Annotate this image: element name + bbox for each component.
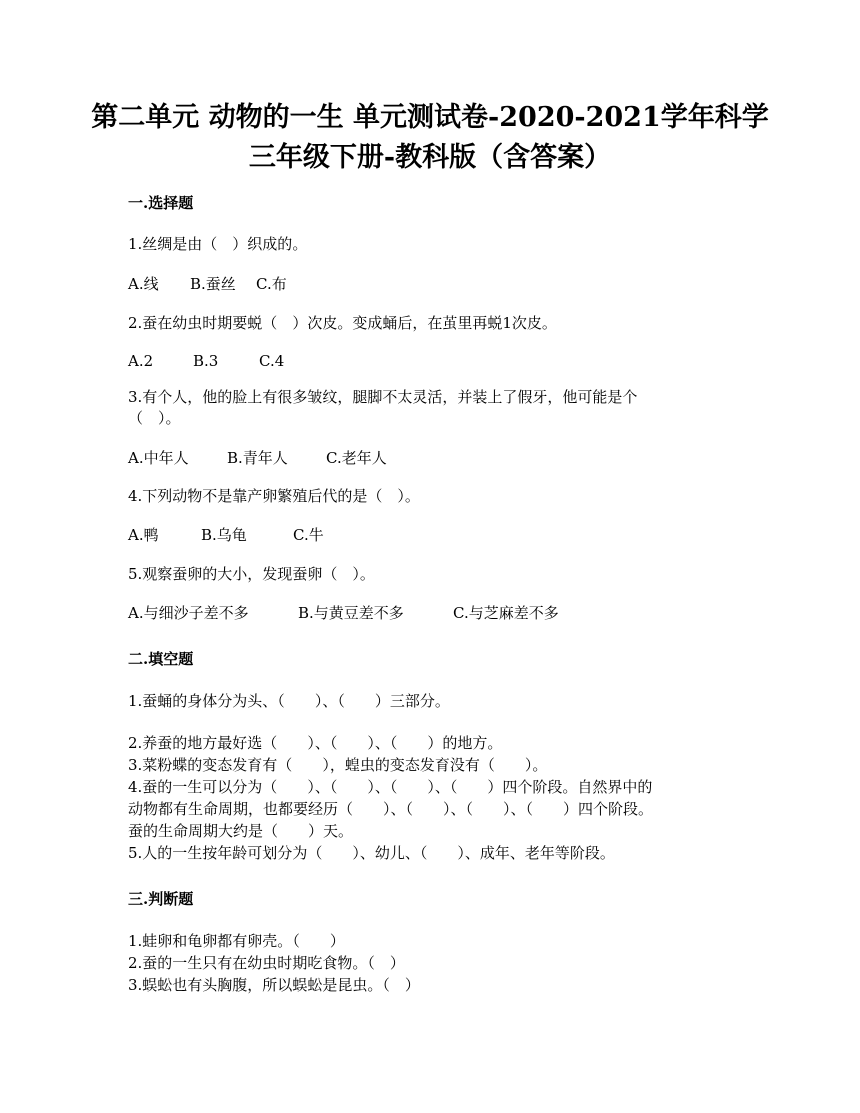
title-line-2: 三年级下册-教科版（含答案） <box>248 142 612 173</box>
title-line-1: 第二单元 动物的一生 单元测试卷-2020-2021学年科学 <box>91 102 769 133</box>
judge-question-2: 2.蚕的一生只有在幼虫时期吃食物。（ ） <box>128 954 405 972</box>
fill-question-1: 1.蚕蛹的身体分为头、（ ）、（ ）三部分。 <box>128 692 450 710</box>
option-a: A.与细沙子差不多 <box>128 604 249 622</box>
document-title <box>60 98 800 178</box>
option-a: A.鸭 <box>128 526 159 544</box>
choice-question-3-line-2: （ ）。 <box>128 409 181 427</box>
fill-question-5: 5.人的一生按年龄可划分为（ ）、幼儿、（ ）、成年、老年等阶段。 <box>128 844 615 862</box>
fill-question-3: 3.菜粉蝶的变态发育有（ ），蝗虫的变态发育没有（ ）。 <box>128 756 548 774</box>
fill-question-4-line-3: 蚕的生命周期大约是（ ）天。 <box>128 822 354 840</box>
option-c: C.老年人 <box>326 449 387 467</box>
choice-question-1: 1.丝绸是由（ ）织成的。 <box>128 235 308 253</box>
section-heading-choice: 一.选择题 <box>128 194 194 212</box>
option-c: C.4 <box>259 352 285 370</box>
choice-options-1 <box>128 273 287 295</box>
option-c: C.与芝麻差不多 <box>453 604 559 622</box>
option-a: A.线 <box>128 275 159 293</box>
choice-options-2 <box>128 350 284 372</box>
choice-question-2: 2.蚕在幼虫时期要蜕（ ）次皮。变成蛹后，在茧里再蜕1次皮。 <box>128 314 557 332</box>
judge-question-3: 3.蜈蚣也有头胸腹，所以蜈蚣是昆虫。（ ） <box>128 976 420 994</box>
option-b: B.乌龟 <box>201 526 247 544</box>
choice-question-4: 4.下列动物不是靠产卵繁殖后代的是（ ）。 <box>128 487 420 505</box>
judge-question-1: 1.蛙卵和龟卵都有卵壳。（ ） <box>128 932 345 950</box>
choice-options-5 <box>128 602 559 624</box>
choice-options-3 <box>128 447 387 469</box>
option-c: C.牛 <box>293 526 324 544</box>
choice-options-4 <box>128 524 324 546</box>
option-b: B.蚕丝 <box>190 275 236 293</box>
section-heading-judge: 三.判断题 <box>128 890 194 908</box>
option-b: B.3 <box>193 352 219 370</box>
option-a: A.中年人 <box>128 449 189 467</box>
option-a: A.2 <box>128 352 154 370</box>
option-b: B.青年人 <box>227 449 288 467</box>
option-c: C.布 <box>256 275 287 293</box>
fill-question-2: 2.养蚕的地方最好选（ ）、（ ）、（ ）的地方。 <box>128 734 503 752</box>
choice-question-5: 5.观察蚕卵的大小，发现蚕卵（ ）。 <box>128 565 375 583</box>
section-heading-fill: 二.填空题 <box>128 650 194 668</box>
fill-question-4-line-1: 4.蚕的一生可以分为（ ）、（ ）、（ ）、（ ）四个阶段。自然界中的 <box>128 778 653 796</box>
option-b: B.与黄豆差不多 <box>298 604 404 622</box>
choice-question-3-line-1: 3.有个人，他的脸上有很多皱纹，腿脚不太灵活，并装上了假牙，他可能是个 <box>128 388 638 406</box>
fill-question-4-line-2: 动物都有生命周期，也都要经历（ ）、（ ）、（ ）、（ ）四个阶段。 <box>128 800 654 818</box>
